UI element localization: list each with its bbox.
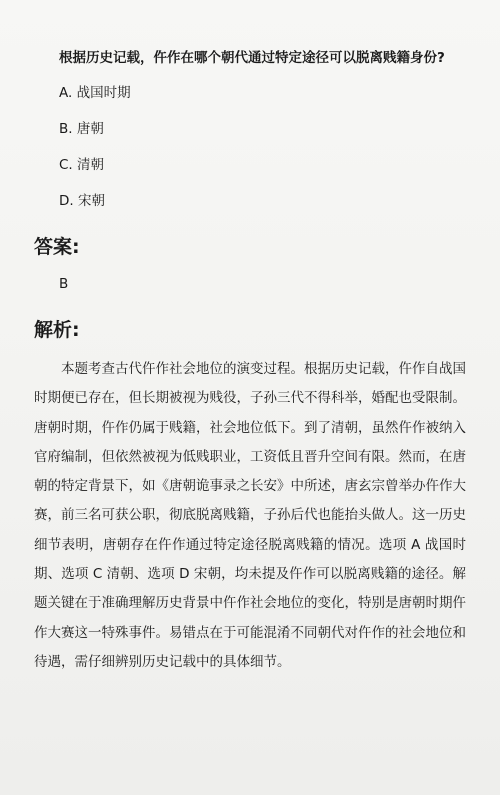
analysis-body: 本题考查古代仵作社会地位的演变过程。根据历史记载，仵作自战国时期便已存在，但长期被视为贱役，子孙三代不得科举，婚配也受限制。唐朝时期，仵作仍属于贱籍，社会地位低下。到了清朝，虽然仵作被纳入官府编制，但依然被视为低贱职业，工资低且晋升空间有限。然而，在唐朝的特定背景下，如《唐朝诡事录之长安》中所述，唐玄宗曾举办仵作大赛，前三名可获公职，彻底脱离贱籍，子孙后代也能抬头做人。这一历史细节表明，唐朝存在仵作通过特定途径脱离贱籍的情况。选项 A 战国时期、选项 C 清朝、选项 D 宋朝，均未提及仵作可以脱离贱籍的途径。解题关键在于准确理解历史背景中仵作社会地位的变化，特别是唐朝时期仵作大赛这一特殊事件。易错点在于可能混淆不同朝代对仵作的社会地位和待遇，需仔细辨别历史记载中的具体细节。 (34, 361, 466, 670)
analysis-heading: 解析: (34, 319, 80, 341)
option-a: A. 战国时期 (59, 85, 131, 101)
answer-value: B (59, 276, 69, 292)
question-text: 根据历史记载，仵作在哪个朝代通过特定途径可以脱离贱籍身份? (59, 50, 445, 66)
option-b: B. 唐朝 (59, 121, 104, 137)
option-c: C. 清朝 (59, 157, 105, 173)
options-list (59, 84, 359, 228)
option-d: D. 宋朝 (59, 193, 105, 209)
answer-heading: 答案: (34, 236, 80, 258)
